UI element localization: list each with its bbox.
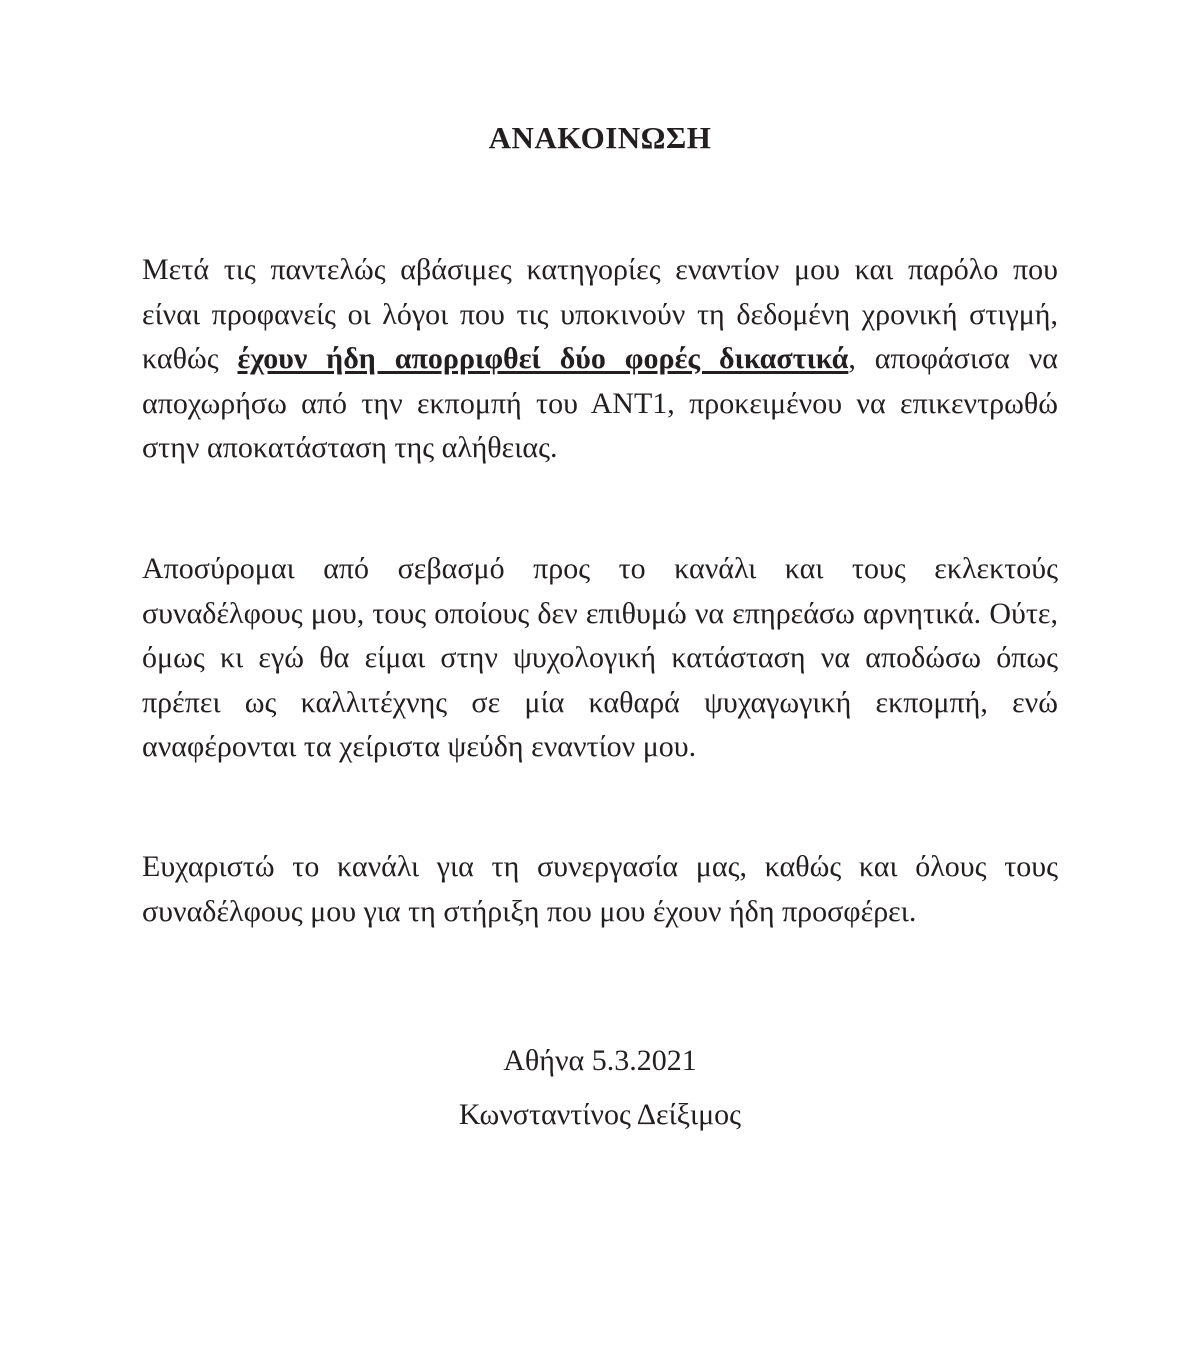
paragraph-1	[142, 248, 1058, 471]
place-date: Αθήνα 5.3.2021	[503, 1044, 697, 1077]
paragraph-3: Ευχαριστώ το κανάλι για τη συνεργασία μας, καθώς και όλους τους συναδέλφους μου για τη στήριξη που μου έχουν ήδη προσφέρει.	[142, 850, 1058, 928]
signature-name: Κωνσταντίνος Δείξιμος	[458, 1098, 742, 1131]
paragraph-2: Αποσύρομαι από σεβασμό προς το κανάλι και τους εκλεκτούς συναδέλφους μου, τους οποίους δεν επιθυμώ να επηρεάσω αρνητικά. Ούτε, όμως κι εγώ θα είμαι στην ψυχολογική κατάσταση να αποδώσω όπως πρέπει ως καλλιτέχνης σε μία καθαρά ψυχαγωγική εκπομπή, ενώ αναφέρονται τα χείριστα ψεύδη εναντίον μου.	[142, 552, 1058, 763]
paragraph-1-text-after: , αποφάσισα να αποχωρήσω από την εκπομπή του ΑΝΤ1, προκειμένου να επικεντρωθώ στην αποκατάσταση της αλήθειας.	[142, 342, 1058, 464]
paragraph-1-text-before: Μετά τις παντελώς αβάσιμες κατηγορίες εναντίον μου και παρόλο που είναι προφανείς οι λόγοι που τις υποκινούν τη δεδομένη χρονική στιγμή, καθώς	[142, 253, 1058, 375]
document-title: ΑΝΑΚΟΙΝΩΣΗ	[488, 120, 712, 155]
paragraph-1-emphasis: έχουν ήδη απορριφθεί δύο φορές δικαστικά	[237, 342, 849, 375]
